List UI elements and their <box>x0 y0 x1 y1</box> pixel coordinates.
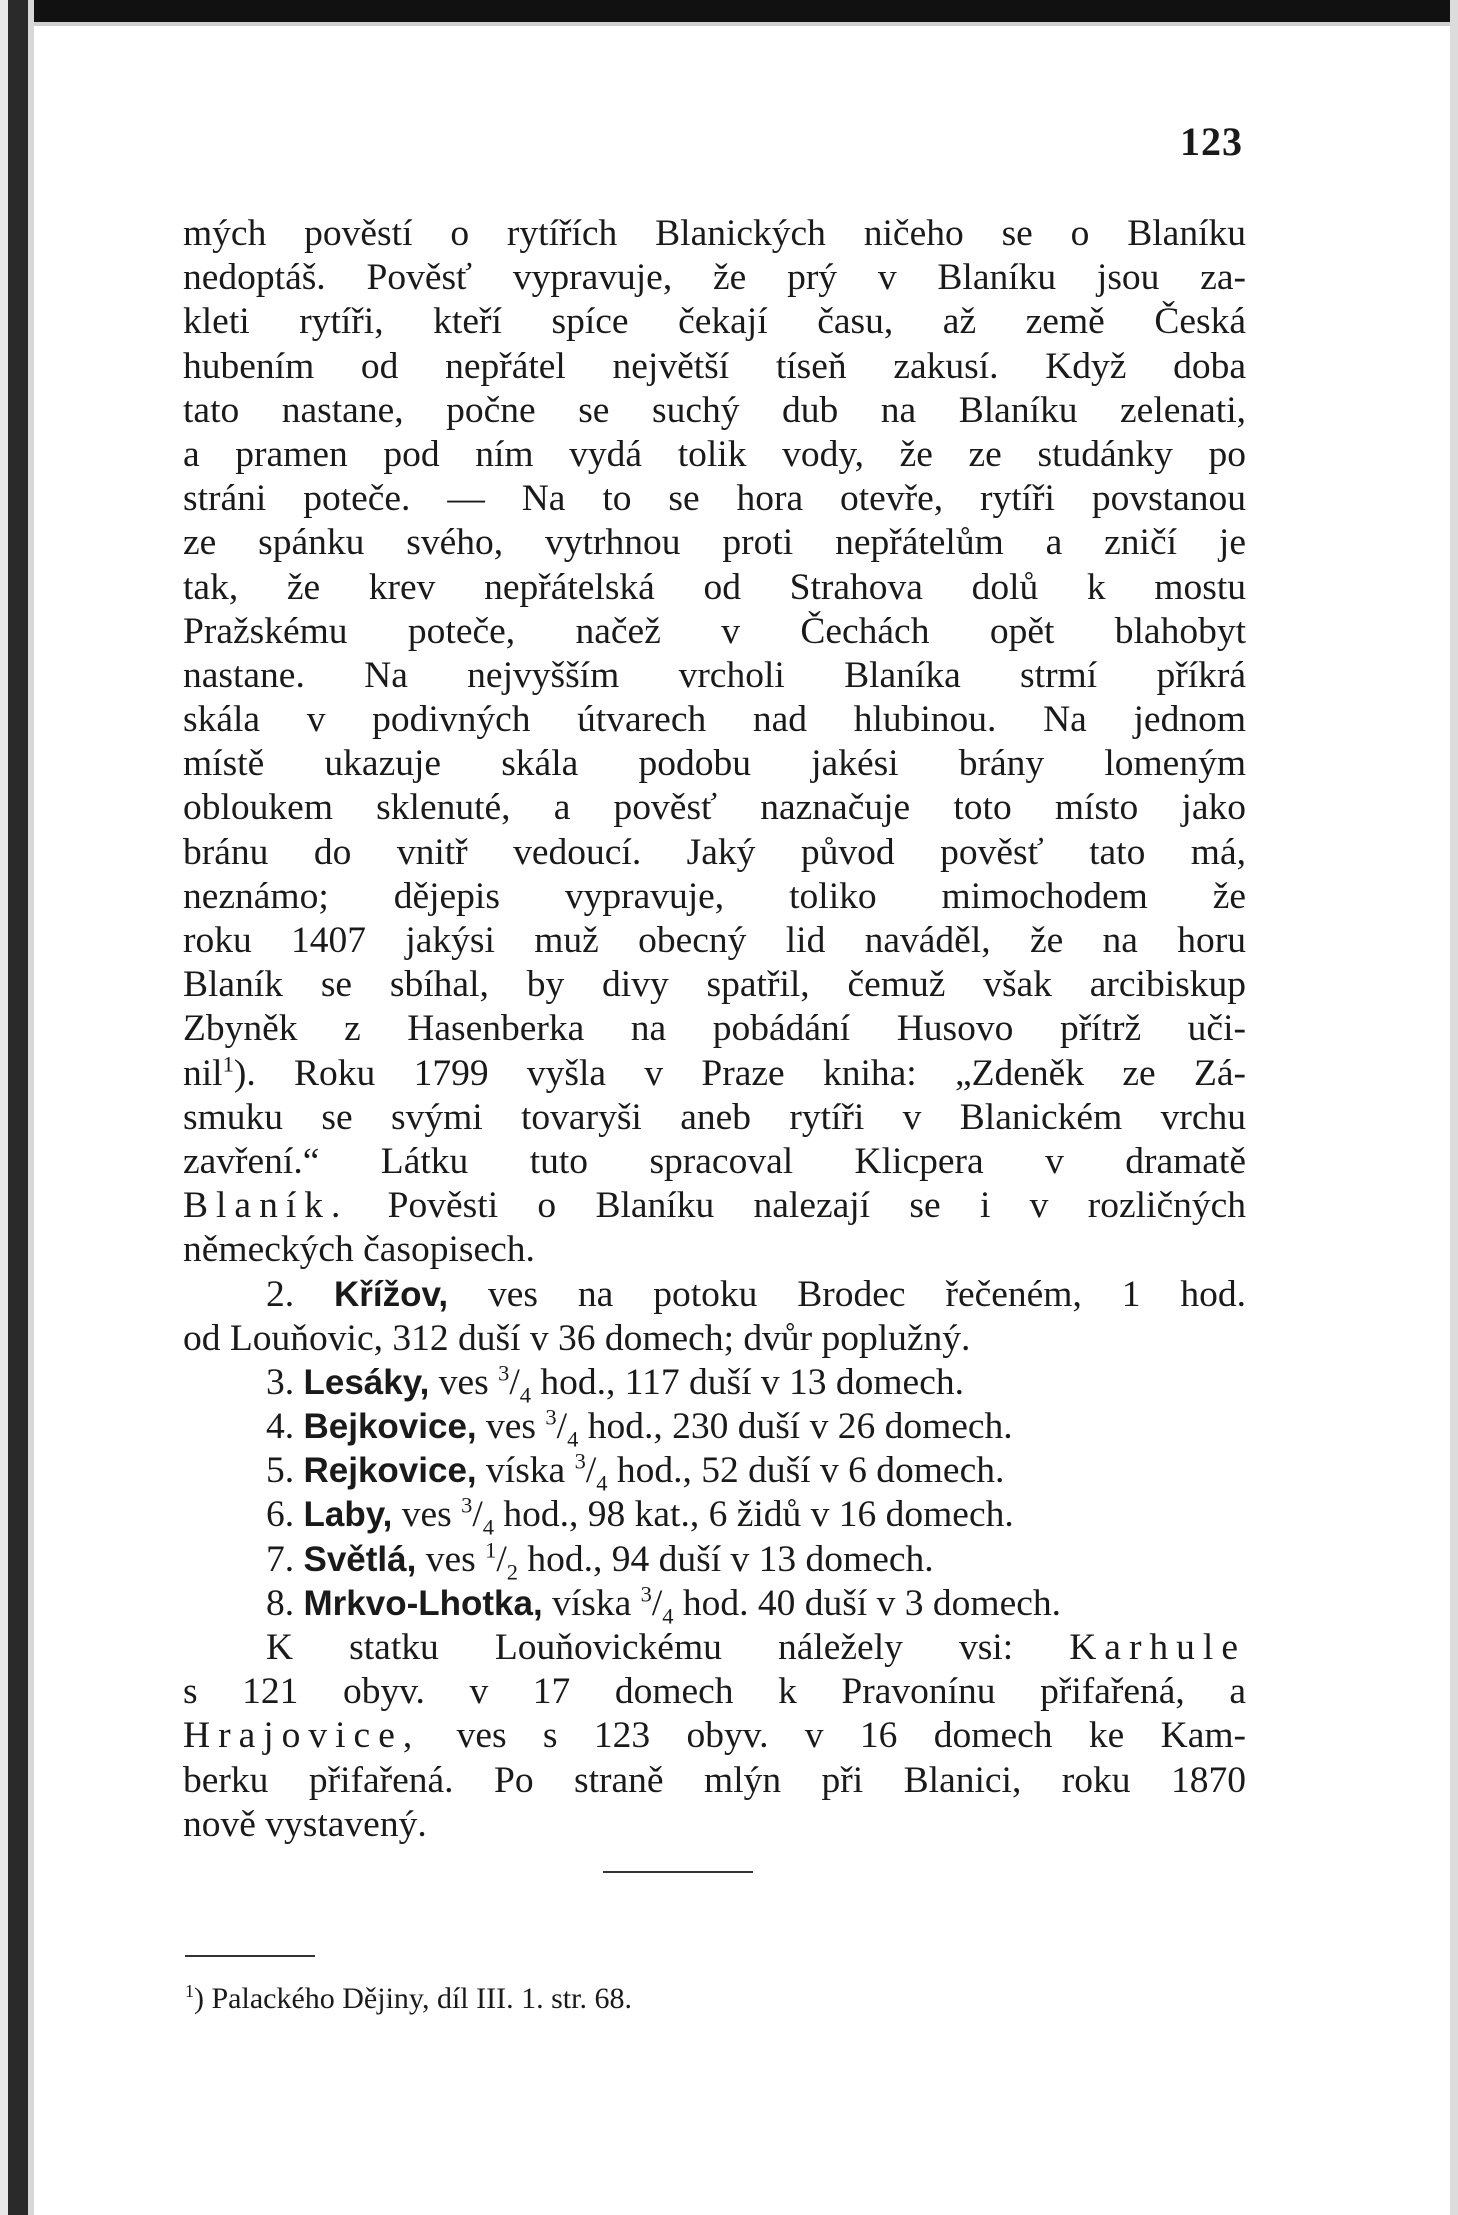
text-line: stráni poteče. — Na to se hora otevře, rytíři povstanou <box>183 478 1246 520</box>
item-text: ves <box>416 1538 486 1580</box>
item-text: hod., 52 duší v 6 domech. <box>607 1450 1005 1492</box>
fraction: $^1/_2$ <box>485 1537 519 1585</box>
text-line: nově vystavený. <box>183 1803 427 1845</box>
text-line: s 121 obyv. v 17 domech k Pravonínu přifařená, a <box>183 1671 1246 1713</box>
item-number: 5. <box>266 1450 295 1492</box>
scan-left-edge <box>0 0 34 2215</box>
text-span: K statku Louňovickému náležely vsi: <box>266 1627 1070 1668</box>
fraction-den: 4 <box>519 1382 532 1408</box>
fraction-den: 4 <box>596 1470 608 1496</box>
place-name: Světlá, <box>303 1539 417 1579</box>
fraction: $^3/_4$ <box>574 1448 608 1496</box>
text-line: berku přifařená. Po straně mlýn při Blanici, roku 1870 <box>183 1759 1246 1801</box>
fraction-den: 4 <box>662 1603 674 1629</box>
item-text: hod., 98 kat., 6 židů v 16 domech. <box>494 1494 1014 1536</box>
list-item <box>183 1581 1246 1629</box>
list-item <box>183 1404 1246 1452</box>
text-line-zavreni <box>183 1140 1246 1184</box>
text-line: nastane. Na nejvyšším vrcholi Blaníka strmí příkrá <box>183 654 1246 696</box>
text-line: mých pověstí o rytířích Blanických ničeho se o Blaníku <box>183 213 1246 254</box>
place-name: Lesáky, <box>303 1362 430 1402</box>
text-span: zavření. <box>183 1140 303 1182</box>
item-number: 4. <box>266 1406 295 1448</box>
item-text: ves <box>392 1494 462 1536</box>
fraction-num: 3 <box>640 1581 652 1607</box>
text-line-blanik <box>183 1184 1246 1228</box>
place-name: Bejkovice, <box>303 1407 477 1447</box>
text-line: německých časopisech. <box>183 1229 535 1271</box>
text-line: nedoptáš. Pověsť vypravuje, že prý v Blaníku jsou za- <box>183 257 1246 299</box>
item-number: 3. <box>266 1361 295 1403</box>
text-line: a pramen pod ním vydá tolik vody, že ze studánky po <box>183 433 1246 475</box>
text-line: tak, že krev nepřátelská od Strahova dolů k mostu <box>183 566 1246 608</box>
item-text: víska <box>542 1582 641 1624</box>
text-line: neznámo; dějepis vypravuje, toliko mimochodem že <box>183 875 1246 917</box>
item-text: hod. 40 duší v 3 domech. <box>673 1582 1062 1624</box>
spaced-title: Blaník. <box>183 1185 349 1227</box>
text-line: Pražskému poteče, načež v Čechách opět blahobyt <box>183 610 1246 652</box>
text-line: skála v podivných útvarech nad hlubinou. Na jednom <box>183 699 1246 741</box>
section-divider <box>603 1871 753 1873</box>
item-text: ves <box>429 1361 499 1403</box>
place-name: Mrkvo-Lhotka, <box>303 1583 543 1623</box>
text-line: smuku se svými tovaryši aneb rytíři v Blanickém vrchu <box>183 1096 1246 1138</box>
scan-right-edge <box>1450 0 1458 2215</box>
item-number: 2. <box>266 1273 295 1315</box>
body-text <box>183 212 1246 1847</box>
text-span: nil <box>183 1052 223 1094</box>
list-item-continuation: od Louňovic, 312 duší v 36 domech; dvůr poplužný. <box>183 1317 971 1359</box>
text-line-nil <box>183 1052 1246 1096</box>
list-item <box>183 1448 1246 1496</box>
place-name: Laby, <box>303 1495 393 1535</box>
list-item <box>183 1537 1246 1585</box>
item-number: 8. <box>266 1582 295 1624</box>
text-span: ). Roku 1799 vyšla v Praze kniha: „Zdeněk ze Zá- <box>233 1052 1246 1094</box>
fraction-num: 3 <box>461 1492 473 1518</box>
fraction-num: 3 <box>498 1360 510 1386</box>
fraction-den: 4 <box>482 1514 494 1540</box>
fraction: $^3/_4$ <box>545 1404 579 1452</box>
text-span: Látku tuto spracoval Klicpera v dramatě <box>319 1140 1246 1182</box>
fraction-num: 1 <box>485 1537 497 1563</box>
text-line-statek <box>183 1626 1246 1670</box>
text-line: kleti rytíři, kteří spíce čekají času, až země Česká <box>183 301 1246 343</box>
text-line-hrajovice <box>183 1714 1246 1758</box>
footnote-mark: 1 <box>185 1981 194 2001</box>
fraction-num: 3 <box>545 1404 557 1430</box>
closing-quote: “ <box>302 1140 320 1182</box>
text-line: Blaník se sbíhal, by divy spatřil, čemuž však arcibiskup <box>183 964 1246 1006</box>
list-item <box>183 1360 1246 1408</box>
spaced-place: Karhule <box>1069 1627 1246 1668</box>
text-line: roku 1407 jakýsi muž obecný lid naváděl, že na horu <box>183 920 1246 961</box>
fraction: $^3/_4$ <box>640 1581 674 1629</box>
text-span: ves s 123 obyv. v 16 domech ke Kam- <box>420 1715 1246 1757</box>
place-name: Rejkovice, <box>303 1451 477 1491</box>
item-text: hod., 94 duší v 13 domech. <box>518 1538 934 1580</box>
item-number: 7. <box>266 1538 295 1580</box>
text-line: ze spánku svého, vytrhnou proti nepřátelům a zničí je <box>183 522 1246 564</box>
list-item <box>183 1492 1246 1540</box>
fraction-den: 2 <box>506 1559 519 1585</box>
footnote-text: ) Palackého Dějiny, díl III. 1. str. 68. <box>194 1982 632 2015</box>
footnote <box>185 1982 632 2016</box>
text-line: bránu do vnitř vedoucí. Jaký původ pověsť tato má, <box>183 831 1246 873</box>
fraction: $^3/_4$ <box>461 1492 494 1540</box>
fraction: $^3/_4$ <box>498 1360 532 1408</box>
scan-top-edge <box>0 0 1458 26</box>
text-line: hubením od nepřátel největší tíseň zakusí. Když doba <box>183 345 1246 387</box>
text-line: Zbyněk z Hasenberka na pobádání Husovo přítrž uči- <box>183 1008 1246 1050</box>
fraction-den: 4 <box>567 1426 579 1452</box>
text-line: obloukem sklenuté, a pověsť naznačuje toto místo jako <box>183 787 1246 829</box>
text-line: místě ukazuje skála podobu jakési brány lomeným <box>183 743 1246 785</box>
place-name: Křížov, <box>334 1274 449 1314</box>
footnote-rule <box>185 1955 315 1957</box>
item-text: víska <box>476 1450 575 1492</box>
fraction-num: 3 <box>574 1448 586 1474</box>
item-text: ves <box>476 1406 546 1448</box>
item-text: hod., 117 duší v 13 domech. <box>531 1361 964 1403</box>
spaced-place: Hrajovice, <box>183 1715 421 1757</box>
footnote-ref: 1 <box>222 1051 234 1077</box>
page-number: 123 <box>1180 119 1243 164</box>
text-span: Pověsti o Blaníku nalezají se i v rozličných <box>348 1185 1246 1227</box>
item-number: 6. <box>266 1494 295 1536</box>
item-text: ves na potoku Brodec řečeném, 1 hod. <box>448 1273 1246 1315</box>
item-text: hod., 230 duší v 26 domech. <box>578 1406 1013 1448</box>
list-item <box>183 1273 1246 1317</box>
text-line: tato nastane, počne se suchý dub na Blaníku zelenati, <box>183 389 1246 431</box>
